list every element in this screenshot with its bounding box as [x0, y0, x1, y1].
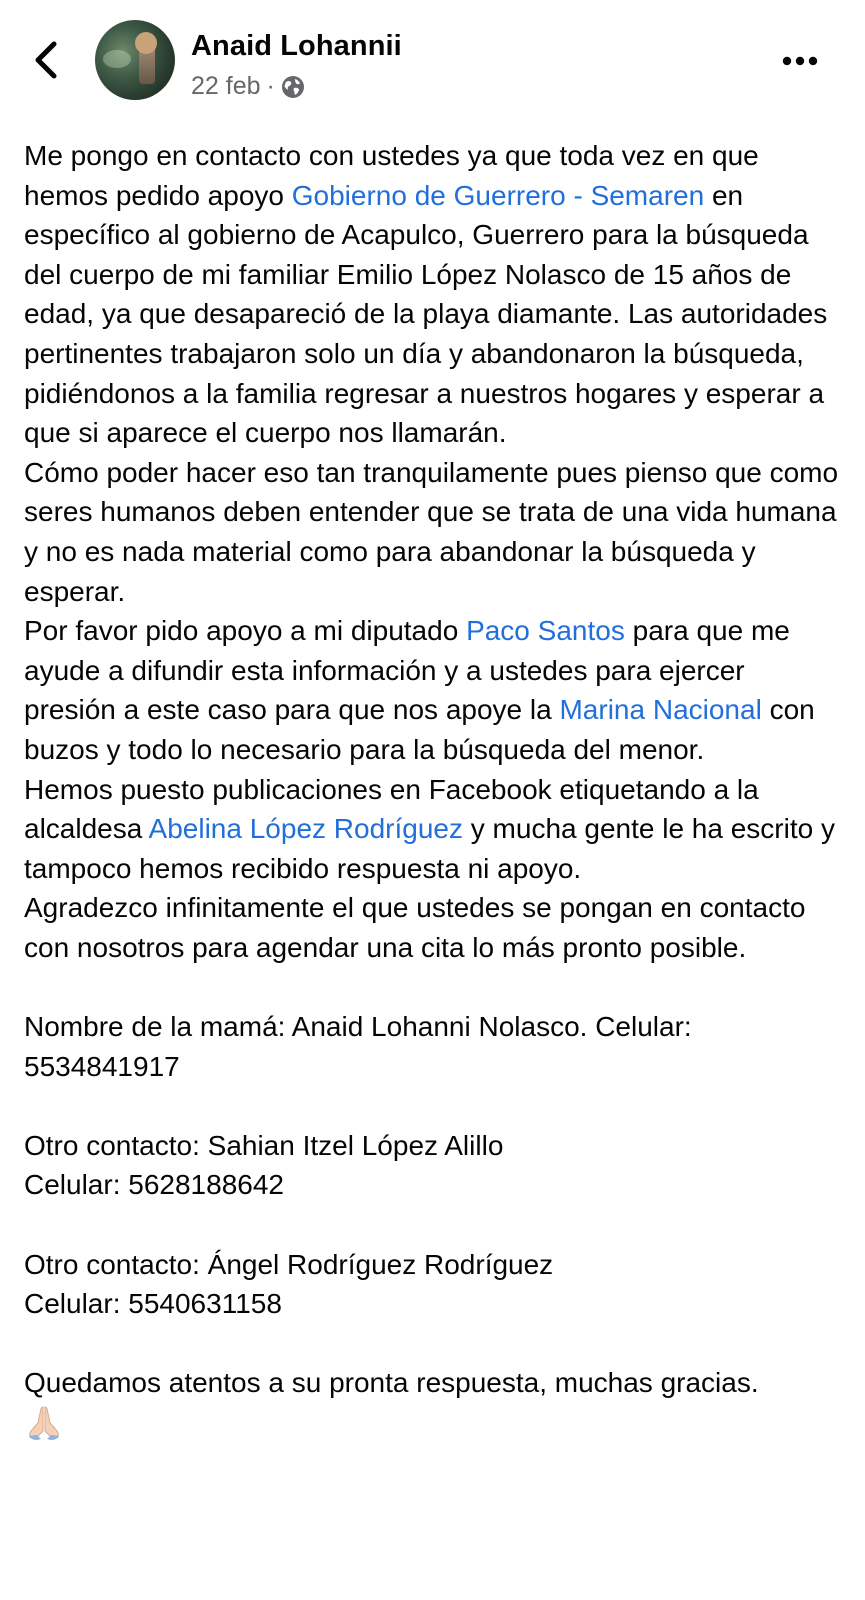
avatar[interactable]: [95, 20, 175, 100]
mention-gobierno-guerrero[interactable]: Gobierno de Guerrero - Semaren: [291, 179, 705, 211]
post-text: [24, 136, 839, 1446]
contact-3-phone: Celular: 5540631158: [24, 1288, 282, 1320]
globe-icon[interactable]: [281, 75, 305, 99]
paragraph-1: Me pongo en contacto con ustedes ya que toda vez en que hemos pedido apoyo Gobierno de Guerrero - Semaren en específico al gobierno de Acapulco, Guerrero para la búsqueda del cuerpo de mi familiar Emilio López Nolasco de 15 años de edad, ya que desapareció de la playa diamante. Las autoridades pertinentes trabajaron solo un día y abandonaron la búsqueda, pidiéndonos a la familia regresar a nuestros hogares y esperar a que si aparece el cuerpo nos llamarán.: [24, 140, 828, 449]
paragraph-3: Por favor pido apoyo a mi diputado Paco Santos para que me ayude a difundir esta información y a ustedes para ejercer presión a este caso para que nos apoye la Marina Nacional con buzos y todo lo necesario para la búsqueda del menor.: [24, 615, 815, 765]
closing-text: Quedamos atentos a su pronta respuesta, muchas gracias.: [24, 1367, 759, 1399]
mention-abelina-lopez[interactable]: Abelina López Rodríguez: [148, 813, 463, 845]
contact-2-phone: Celular: 5628188642: [24, 1169, 284, 1201]
mention-paco-santos[interactable]: Paco Santos: [466, 615, 625, 647]
paragraph-5: Agradezco infinitamente el que ustedes se pongan en contacto con nosotros para agendar una cita lo más pronto posible.: [24, 892, 806, 963]
back-button[interactable]: [26, 38, 66, 82]
post-date[interactable]: 22 feb: [191, 72, 261, 100]
more-options-button[interactable]: [778, 44, 822, 78]
more-horizontal-icon: [782, 56, 818, 66]
contact-2-name: Otro contacto: Sahian Itzel López Alillo: [24, 1129, 504, 1161]
chevron-left-icon: [33, 40, 59, 80]
mention-marina-nacional[interactable]: Marina Nacional: [559, 694, 762, 726]
paragraph-4: Hemos puesto publicaciones en Facebook etiquetando a la alcaldesa Abelina López Rodríguez y mucha gente le ha escrito y tampoco hemos recibido respuesta ni apoyo.: [24, 773, 835, 884]
closing-emoji-line: [24, 1403, 839, 1446]
post-header: [0, 0, 865, 125]
praying-hands-icon: [24, 1403, 64, 1443]
contact-mother-phone: 5534841917: [24, 1050, 180, 1082]
paragraph-2: Cómo poder hacer eso tan tranquilamente pues pienso que como seres humanos deben entender que se trata de una vida humana y no es nada material como para abandonar la búsqueda y esperar.: [24, 456, 839, 607]
contact-3-name: Otro contacto: Ángel Rodríguez Rodríguez: [24, 1248, 554, 1280]
contact-mother-name: Nombre de la mamá: Anaid Lohanni Nolasco. Celular:: [24, 1011, 692, 1043]
meta-separator: ·: [266, 72, 275, 100]
author-name[interactable]: Anaid Lohannii: [191, 30, 402, 62]
post-meta: [191, 72, 305, 101]
